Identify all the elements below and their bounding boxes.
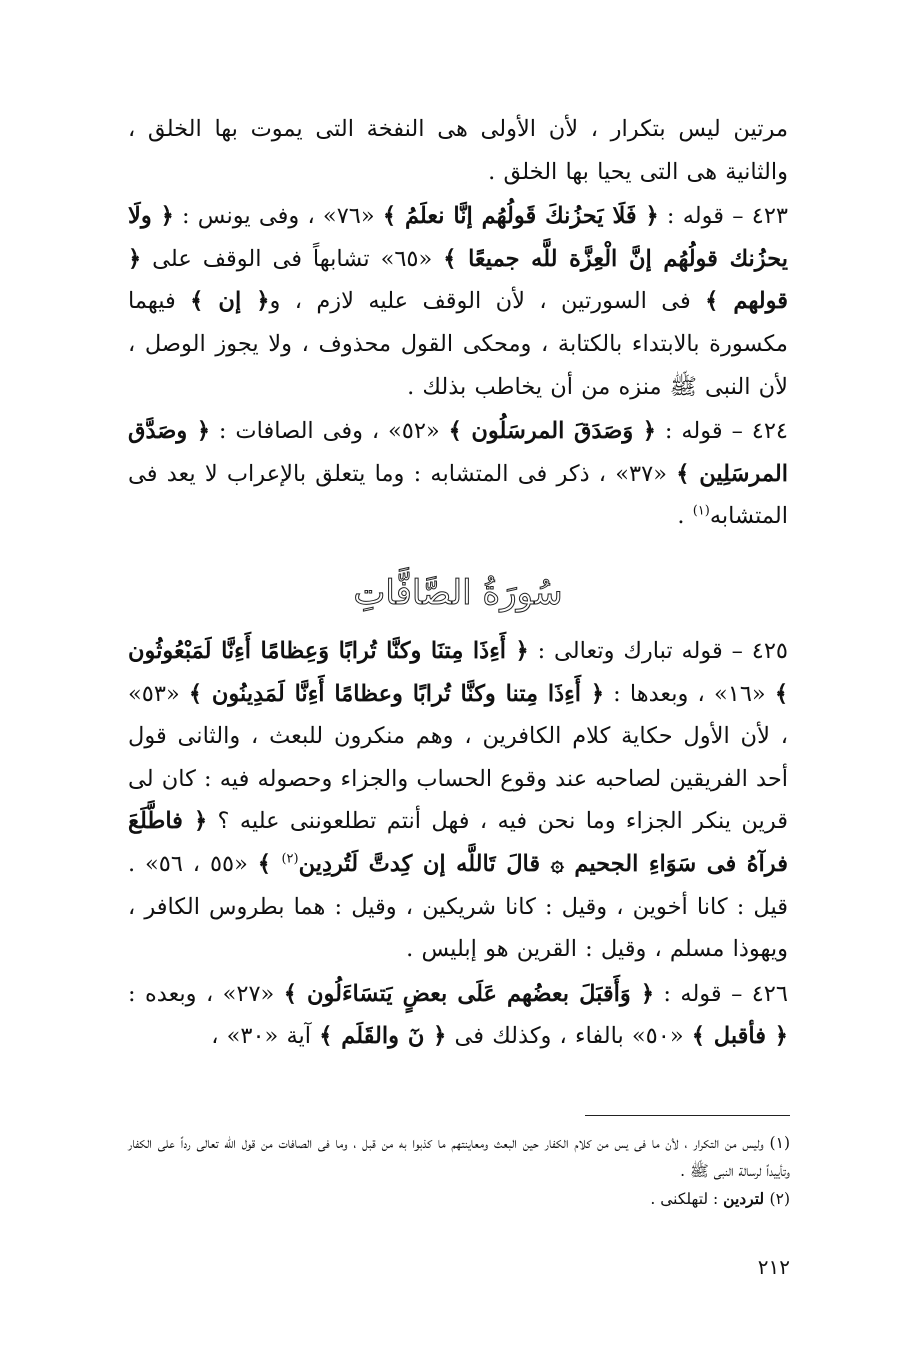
quran-quote: ﴿ وَأَقبَلَ بعضُهم عَلَى بعضٍ يَتسَاءَلُون ﴾ [283, 980, 655, 1007]
quran-quote: ﴿ نٓ والقَلَم ﴾ [319, 1023, 447, 1050]
quran-quote: ﴿ إن ﴾ [190, 288, 270, 315]
text-run: «٦٥» تشابهاً فى الوقف على [141, 245, 444, 272]
text-run: قوله : [658, 203, 725, 230]
text-run: فى السورتين ، لأن الوقف عليه لازم ، و [269, 288, 706, 315]
quran-quote-close: ﴾ [257, 850, 282, 877]
quran-quote: ﴿ فأقبل ﴾ [691, 1023, 788, 1050]
paragraph-424 [128, 410, 788, 538]
text-run: قوله : [654, 980, 722, 1007]
page-number: ٢١٢ [757, 1255, 790, 1279]
footnote-text: : لتهلكنى . [650, 1190, 724, 1208]
footnote-term: لتردين [723, 1189, 770, 1208]
paragraph-425 [128, 630, 788, 971]
quran-quote: ﴿ قولهم ﴾ [128, 245, 788, 315]
text-run: «٥٣» ، لأن الأول حكاية كلام الكافرين ، وهم منكرون للبعث ، والثانى قول أحد الفريقين لصاحبه عند وقوع الحساب والجزاء وحصوله فيه : كان لى قرين ينكر الجزاء وما نحن فيه ، فهل أنتم تطلعوننى عليه ؟ [128, 680, 788, 835]
quran-quote: ﴿ أَءِذَا مِتنَا وكنَّا تُرابًا وَعِظامًا أَءِنَّا لَمَبْعُوثُون ﴾ [128, 638, 789, 707]
quran-quote: ﴿ ولَا يحزُنك قولُهُم إنَّ الْعِزَّة للَّه جميعًا ﴾ [128, 203, 788, 272]
quran-quote: ﴿ وصَدَّق المرسَلِين ﴾ [128, 418, 789, 487]
item-number: ٤٢٤ – [722, 418, 788, 445]
paragraph-continuation [128, 108, 788, 193]
footnote-divider [585, 1115, 790, 1116]
paragraph-423 [128, 195, 788, 408]
text-run: «٣٧» ، ذكر فى المتشابه : وما يتعلق بالإعراب لا يعد فى المتشابه [128, 460, 788, 530]
text-run: «٢٧» ، وبعده : [128, 980, 284, 1007]
text-run: . [677, 503, 693, 530]
text-run: قوله تبارك وتعالى : [528, 638, 723, 664]
footnote-2 [128, 1185, 790, 1214]
quran-quote: ﴿ فَلَا يَحزُنكَ قَولُهُم إنَّا نعلَمُ ﴾ [382, 203, 659, 230]
sura-title: سُورَةُ الصَّافَّاتِ [353, 573, 563, 613]
main-text-bottom [128, 630, 788, 1058]
footnote-ref[interactable]: (٢) [281, 851, 299, 867]
text-run: «١٦» ، وبعدها : [604, 680, 775, 707]
quran-quote: ﴿ أَءِذَا مِتنا وكنَّا تُرابًا وعظامًا أَءِنَّا لَمَدِينُون ﴾ [188, 680, 605, 707]
main-text-top [128, 108, 788, 538]
item-number: ٤٢٣ – [724, 203, 788, 230]
footnote-1 [128, 1130, 790, 1185]
footnotes [128, 1130, 790, 1214]
footnote-ref[interactable]: (١) [692, 503, 710, 519]
text-run: آية «٣٠» ، [211, 1023, 320, 1050]
text-run: فيهما مكسورة بالابتداء بالكتابة ، ومحكى القول محذوف ، ولا يجوز الوصل ، لأن النبى ﷺ منزه من أن يخاطب بذلك . [128, 288, 788, 400]
paragraph-426 [128, 973, 788, 1058]
item-number: ٤٢٦ – [721, 980, 788, 1007]
quran-quote: ﴿ فاطَّلَعَ فرآهُ فى سَوَاءِ الجحيم ۞ قالَ تَاللَّه إن كِدتَّ لَتُردِين [128, 808, 788, 877]
text-run: «٥٥ ، ٥٦» . قيل : كانا أخوين ، وقيل : كانا شريكين ، وقيل : هما بطروس الكافر ، ويهوذا مسلم ، وقيل : القرين هو إبليس . [128, 850, 788, 963]
item-number: ٤٢٥ – [722, 638, 788, 664]
text-run: «٧٦» ، وفى يونس : [173, 203, 383, 230]
quran-quote: ﴿ وَصَدَقَ المرسَلُون ﴾ [448, 418, 656, 445]
footnote-text: وليس من التكرار ، لأن ما فى يس من كلام الكفار حين البعث ومعاينتهم ما كذبوا به من قبل ، وما فى الصافات من قول الله تعالى رداً على الكفار وتأييداً لرسالة النبى ﷺ . [128, 1134, 790, 1180]
text-run: «٥٢» ، وفى الصافات : [210, 418, 449, 445]
paragraph-text: مرتين ليس بتكرار ، لأن الأولى هى النفخة التى يموت بها الخلق ، والثانية هى التى يحيا بها الخلق . [128, 116, 788, 185]
footnote-mark: (٢) [769, 1190, 790, 1208]
footnote-mark: (١) [769, 1134, 790, 1152]
text-run: قوله : [655, 418, 723, 445]
text-run: «٥٠» بالفاء ، وكذلك فى [446, 1023, 692, 1050]
